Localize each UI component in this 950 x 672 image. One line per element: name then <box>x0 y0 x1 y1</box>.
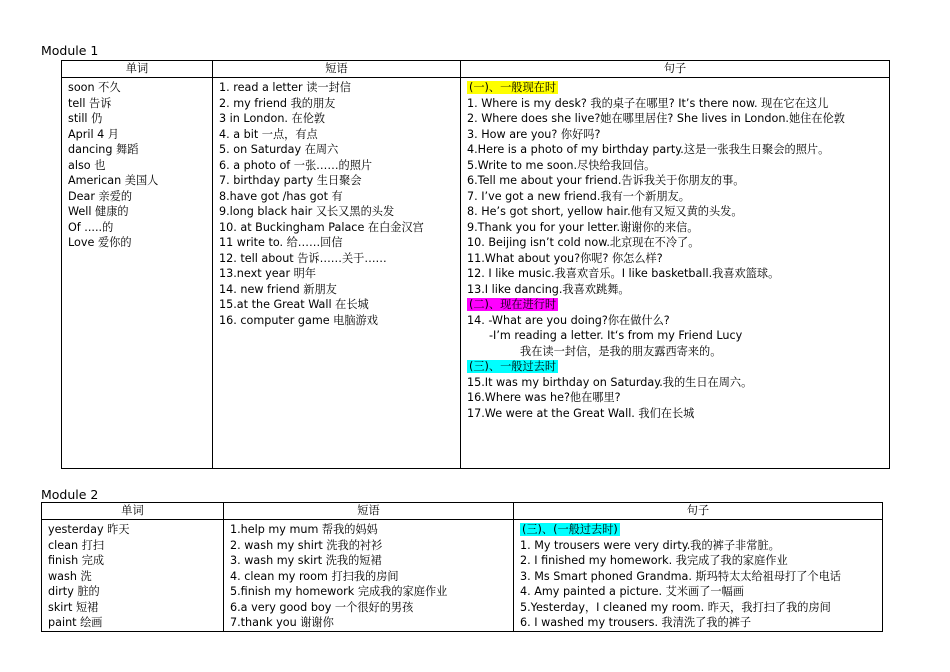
sentence-item <box>467 111 889 127</box>
word-item: Well 健康的 <box>68 205 129 218</box>
sentence-item <box>467 173 889 189</box>
sentence-text: 6. I washed my trousers. 我清洗了我的裤子 <box>520 616 752 629</box>
sentence-text: 16.Where was he?他在哪里? <box>467 391 621 404</box>
phrase-item: 4. clean my room 打扫我的房间 <box>230 569 399 583</box>
phrase-item: 4. a bit 一点，有点 <box>219 127 318 141</box>
module1-sentences-cell <box>461 78 890 469</box>
phrase-item: 5.finish my homework 完成我的家庭作业 <box>230 585 448 598</box>
sentence-item <box>467 282 889 298</box>
sentence-item <box>467 375 889 391</box>
sentence-text: 3. Ms Smart phoned Grandma. 斯玛特太太给祖母打了个电话 <box>520 569 841 583</box>
sentences-header: 句子 <box>461 61 890 78</box>
word-item: Dear 亲爱的 <box>68 189 133 203</box>
words-header: 单词 <box>42 503 224 520</box>
module2-table <box>41 502 883 632</box>
phrase-item: 6.a very good boy 一个很好的男孩 <box>230 600 414 614</box>
module1-table <box>61 60 890 469</box>
sentence-item <box>520 600 882 616</box>
sentence-text: 7. I’ve got a new friend.我有一个新朋友。 <box>467 189 690 203</box>
word-item: dancing 舞蹈 <box>68 143 139 156</box>
sentence-item <box>467 142 889 158</box>
sentence-text: 9.Thank you for your letter.谢谢你的来信。 <box>467 220 699 234</box>
phrase-item: 6. a photo of 一张……的照片 <box>219 158 373 172</box>
phrase-item: 1. read a letter 读一封信 <box>219 81 351 94</box>
module1-title: Module 1 <box>41 43 99 58</box>
phrase-item: 10. at Buckingham Palace 在白金汉宫 <box>219 220 424 234</box>
sentence-item <box>467 189 889 205</box>
section-heading-label: (三)、一般过去时 <box>469 360 557 373</box>
sentence-text: 我在读一封信，是我的朋友露西寄来的。 <box>520 344 722 358</box>
module2-title: Module 2 <box>41 487 99 502</box>
sentence-item <box>467 204 889 220</box>
sentence-text: 1. Where is my desk? 我的桌子在哪里? It’s there now. 现在它在这儿 <box>467 96 829 110</box>
sentence-text: 6.Tell me about your friend.告诉我关于你朋友的事。 <box>467 174 745 187</box>
word-item: wash 洗 <box>48 569 92 583</box>
phrase-item: 12. tell about 告诉……关于…… <box>219 251 387 265</box>
phrase-item: 11 write to. 给……回信 <box>219 236 343 249</box>
sentence-item <box>520 569 882 585</box>
word-item: still 仍 <box>68 112 103 125</box>
word-item: April 4 月 <box>68 127 119 141</box>
sentence-text: 10. Beijing isn’t cold now.北京现在不冷了。 <box>467 236 700 249</box>
sentence-item <box>520 538 882 554</box>
sentence-text: -I’m reading a letter. It‘s from my Friend Lucy <box>489 329 743 342</box>
word-item: also 也 <box>68 158 106 172</box>
module1-content-row <box>62 78 890 469</box>
module2-sentences-cell <box>514 520 883 632</box>
word-item: finish 完成 <box>48 554 105 567</box>
sentence-text: 5.Yesterday，I cleaned my room. 昨天，我打扫了我的房间 <box>520 600 831 614</box>
word-item: skirt 短裙 <box>48 600 99 614</box>
sentence-item <box>520 615 882 631</box>
phrase-item: 7. birthday party 生日聚会 <box>219 174 362 187</box>
sentence-item <box>520 553 882 569</box>
phrase-item: 15.at the Great Wall 在长城 <box>219 298 369 311</box>
sentence-text: 5.Write to me soon.尽快给我回信。 <box>467 158 656 172</box>
module2-phrases-cell <box>224 520 514 632</box>
sentence-text: 11.What about you?你呢? 你怎么样? <box>467 251 663 265</box>
sentence-text: 13.I like dancing.我喜欢跳舞。 <box>467 282 630 296</box>
module2-content-row <box>42 520 883 632</box>
module1-phrases-cell <box>213 78 461 469</box>
sentence-item <box>467 344 889 360</box>
section-heading-label: (三)、(一般过去时) <box>522 523 618 536</box>
section-heading-label: (一)、一般现在时 <box>469 81 557 94</box>
sentence-text: 2. Where does she live?她在哪里居住? She lives in London.她住在伦敦 <box>467 112 845 125</box>
sentence-text: 4.Here is a photo of my birthday party.这是一张我生日聚会的照片。 <box>467 143 830 156</box>
sentence-item <box>467 266 889 282</box>
sentence-text: 1. My trousers were very dirty.我的裤子非常脏。 <box>520 538 780 552</box>
section-heading <box>467 80 889 96</box>
section-heading-label: (二)、现在进行时 <box>469 298 557 311</box>
word-item: tell 告诉 <box>68 96 112 110</box>
sentences-header: 句子 <box>514 503 883 520</box>
sentence-item <box>467 235 889 251</box>
sentence-text: 17.We were at the Great Wall. 我们在长城 <box>467 406 695 420</box>
phrase-item: 7.thank you 谢谢你 <box>230 616 334 629</box>
sentence-text: 14. -What are you doing?你在做什么? <box>467 313 670 327</box>
word-item: paint 绘画 <box>48 616 103 629</box>
words-header: 单词 <box>62 61 213 78</box>
phrase-item: 2. wash my shirt 洗我的衬衫 <box>230 538 383 552</box>
sentence-item <box>467 127 889 143</box>
sentence-item <box>467 313 889 329</box>
module1-words-cell <box>62 78 213 469</box>
sentence-text: 4. Amy painted a picture. 艾米画了一幅画 <box>520 585 744 598</box>
section-heading <box>467 359 889 375</box>
word-item: Love 爱你的 <box>68 236 132 249</box>
phrase-item: 14. new friend 新朋友 <box>219 282 337 296</box>
sentence-item <box>467 406 889 422</box>
sentence-item <box>520 584 882 600</box>
sentence-text: 3. How are you? 你好吗? <box>467 127 601 141</box>
phrase-item: 9.long black hair 又长又黑的头发 <box>219 205 395 218</box>
phrase-item: 8.have got /has got 有 <box>219 189 343 203</box>
section-heading <box>467 297 889 313</box>
sentence-text: 2. I finished my homework. 我完成了我的家庭作业 <box>520 554 788 567</box>
word-item: dirty 脏的 <box>48 585 100 598</box>
phrase-item: 16. computer game 电脑游戏 <box>219 313 378 327</box>
phrase-item: 3. wash my skirt 洗我的短裙 <box>230 554 382 567</box>
module2-words-cell <box>42 520 224 632</box>
phrase-item: 2. my friend 我的朋友 <box>219 96 336 110</box>
sentence-text: 12. I like music.我喜欢音乐。I like basketball.我喜欢篮球。 <box>467 267 780 280</box>
word-item: yesterday 昨天 <box>48 523 130 536</box>
module2-header-row <box>42 503 883 520</box>
sentence-item <box>467 390 889 406</box>
sentence-item <box>467 96 889 112</box>
phrases-header: 短语 <box>224 503 514 520</box>
sentence-item <box>467 328 889 344</box>
sentence-item <box>467 251 889 267</box>
word-item: soon 不久 <box>68 81 121 94</box>
phrases-header: 短语 <box>213 61 461 78</box>
phrase-item: 3 in London. 在伦敦 <box>219 112 326 125</box>
section-heading <box>520 522 882 538</box>
phrase-item: 13.next year 明年 <box>219 267 317 280</box>
word-item: American 美国人 <box>68 174 159 187</box>
sentence-item <box>467 220 889 236</box>
word-item: Of .....的 <box>68 220 114 234</box>
phrase-item: 5. on Saturday 在周六 <box>219 143 339 156</box>
sentence-item <box>467 158 889 174</box>
module1-header-row <box>62 61 890 78</box>
sentence-text: 15.It was my birthday on Saturday.我的生日在周六。 <box>467 375 753 389</box>
sentence-text: 8. He’s got short, yellow hair.他有又短又黄的头发。 <box>467 205 743 218</box>
word-item: clean 打扫 <box>48 538 105 552</box>
phrase-item: 1.help my mum 帮我的妈妈 <box>230 523 378 536</box>
